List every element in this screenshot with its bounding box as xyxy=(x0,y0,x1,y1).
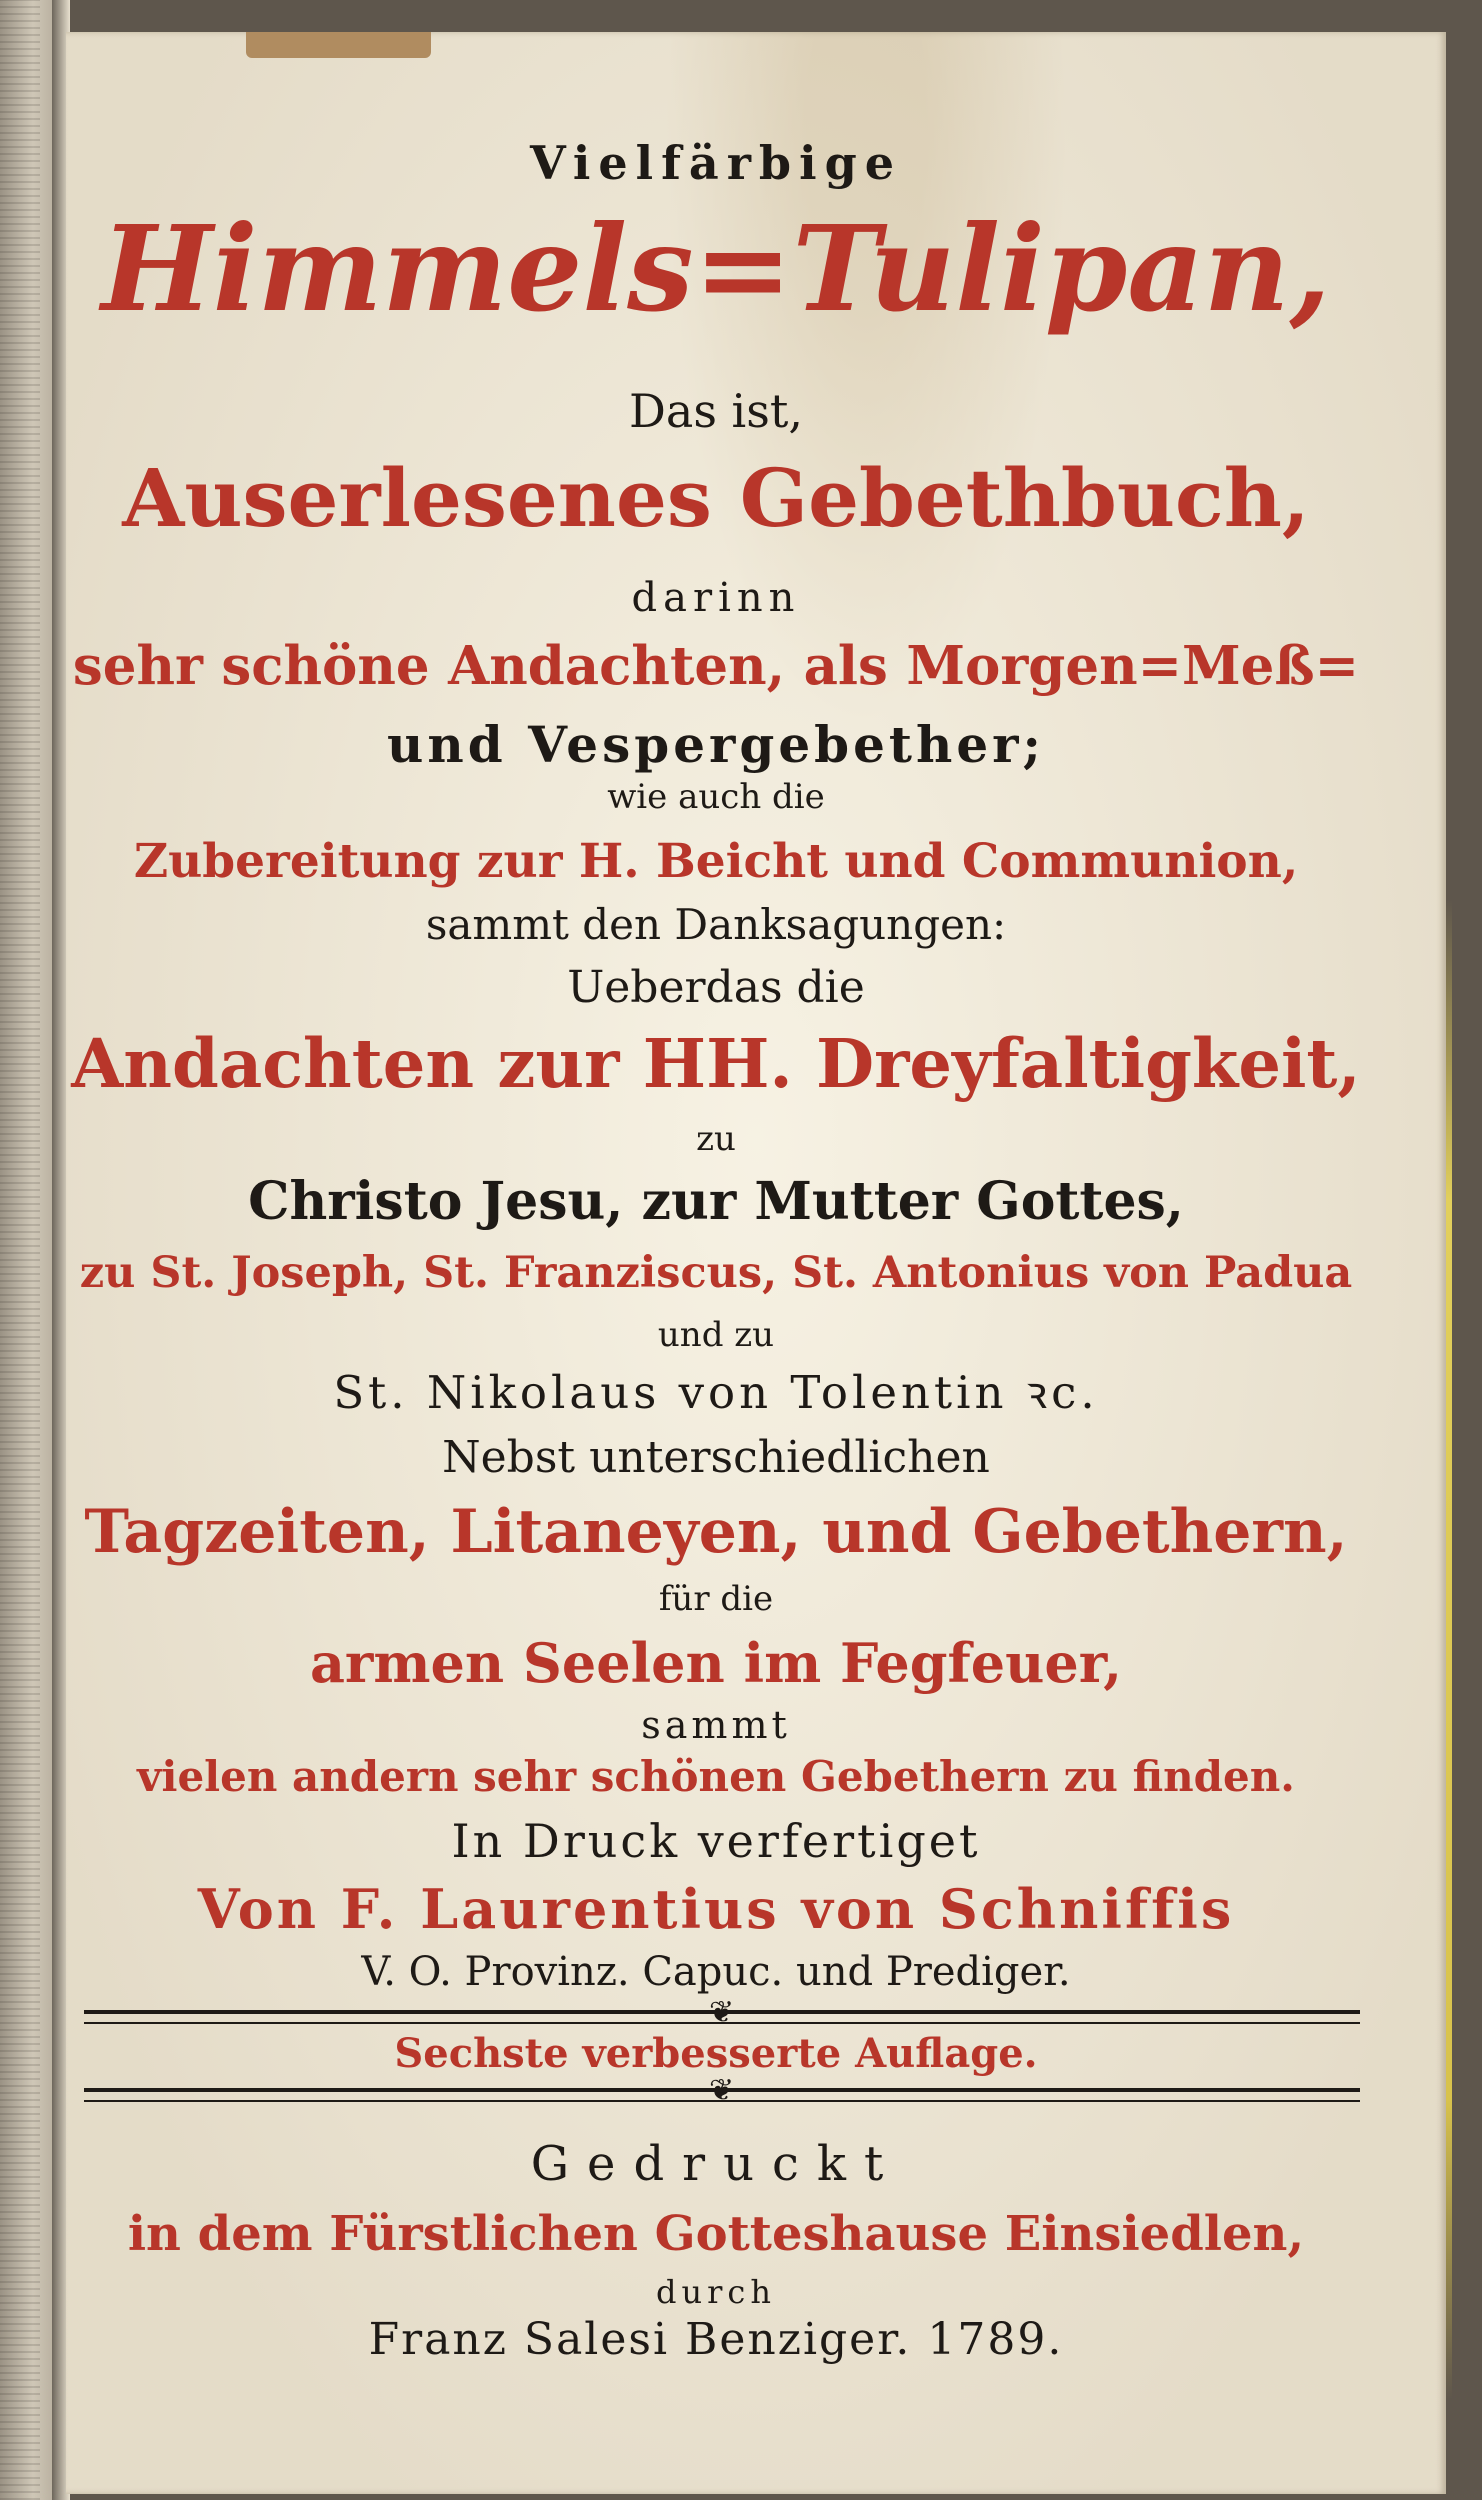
imprint-printer-date: Franz Salesi Benziger. 1789. xyxy=(368,2314,1064,2365)
subtitle-prayerbook: Auserlesenes Gebethbuch, xyxy=(122,451,1310,545)
title-line-24: In Druck verfertiget xyxy=(451,1814,981,1868)
title-line-22: sammt xyxy=(641,1703,791,1747)
title-line-14: Christo Jesu, zur Mutter Gottes, xyxy=(248,1171,1184,1232)
title-line-7: und Vespergebether; xyxy=(387,715,1045,774)
title-page-text xyxy=(66,0,1446,2500)
facing-page-edge xyxy=(0,0,60,2500)
title-line-18: Nebst unterschiedlichen xyxy=(442,1432,990,1483)
title-line-12: Andachten zur HH. Dreyfaltigkeit, xyxy=(71,1024,1361,1103)
title-line-3: Das ist, xyxy=(629,384,803,438)
title-line-5: darinn xyxy=(631,575,801,621)
rule-ornament-icon: ❦ xyxy=(709,1995,735,2030)
title-line-6: sehr schöne Andachten, als Morgen=Meß= xyxy=(72,635,1360,697)
title-line-17: St. Nikolaus von Tolentin ꝛc. xyxy=(333,1366,1099,1419)
imprint-place: in dem Fürstlichen Gotteshause Einsiedlen, xyxy=(127,2206,1305,2262)
title-line-1: Vielfärbige xyxy=(530,136,902,190)
main-title: Himmels=Tulipan, xyxy=(101,199,1331,338)
title-line-11: Ueberdas die xyxy=(567,962,865,1013)
title-line-15: zu St. Joseph, St. Franziscus, St. Antonius von Padua xyxy=(79,1248,1353,1298)
title-line-16: und zu xyxy=(657,1315,775,1355)
title-line-19: Tagzeiten, Litaneyen, und Gebethern, xyxy=(84,1497,1348,1567)
imprint-by: durch xyxy=(656,2273,776,2311)
frontispiece-engraving-fragment xyxy=(0,0,40,2500)
title-line-23: vielen andern sehr schönen Gebethern zu finden. xyxy=(137,1752,1295,1801)
imprint-printed: Gedruckt xyxy=(530,2136,902,2192)
rule-ornament-icon: ❦ xyxy=(709,2073,735,2108)
title-line-21: armen Seelen im Fegfeuer, xyxy=(309,1631,1123,1695)
author-title-line: V. O. Provinz. Capuc. und Prediger. xyxy=(361,1949,1071,1995)
title-line-20: für die xyxy=(658,1579,774,1619)
title-line-13: zu xyxy=(696,1119,736,1159)
title-line-10: sammt den Danksagungen: xyxy=(425,900,1007,949)
author-line: Von F. Laurentius von Schniffis xyxy=(197,1877,1235,1941)
page-edge-yellow xyxy=(1446,900,1452,2400)
edition-line: Sechste verbesserte Auflage. xyxy=(394,2030,1038,2077)
title-line-8: wie auch die xyxy=(607,777,825,817)
title-line-9: Zubereitung zur H. Beicht und Communion, xyxy=(133,834,1299,889)
